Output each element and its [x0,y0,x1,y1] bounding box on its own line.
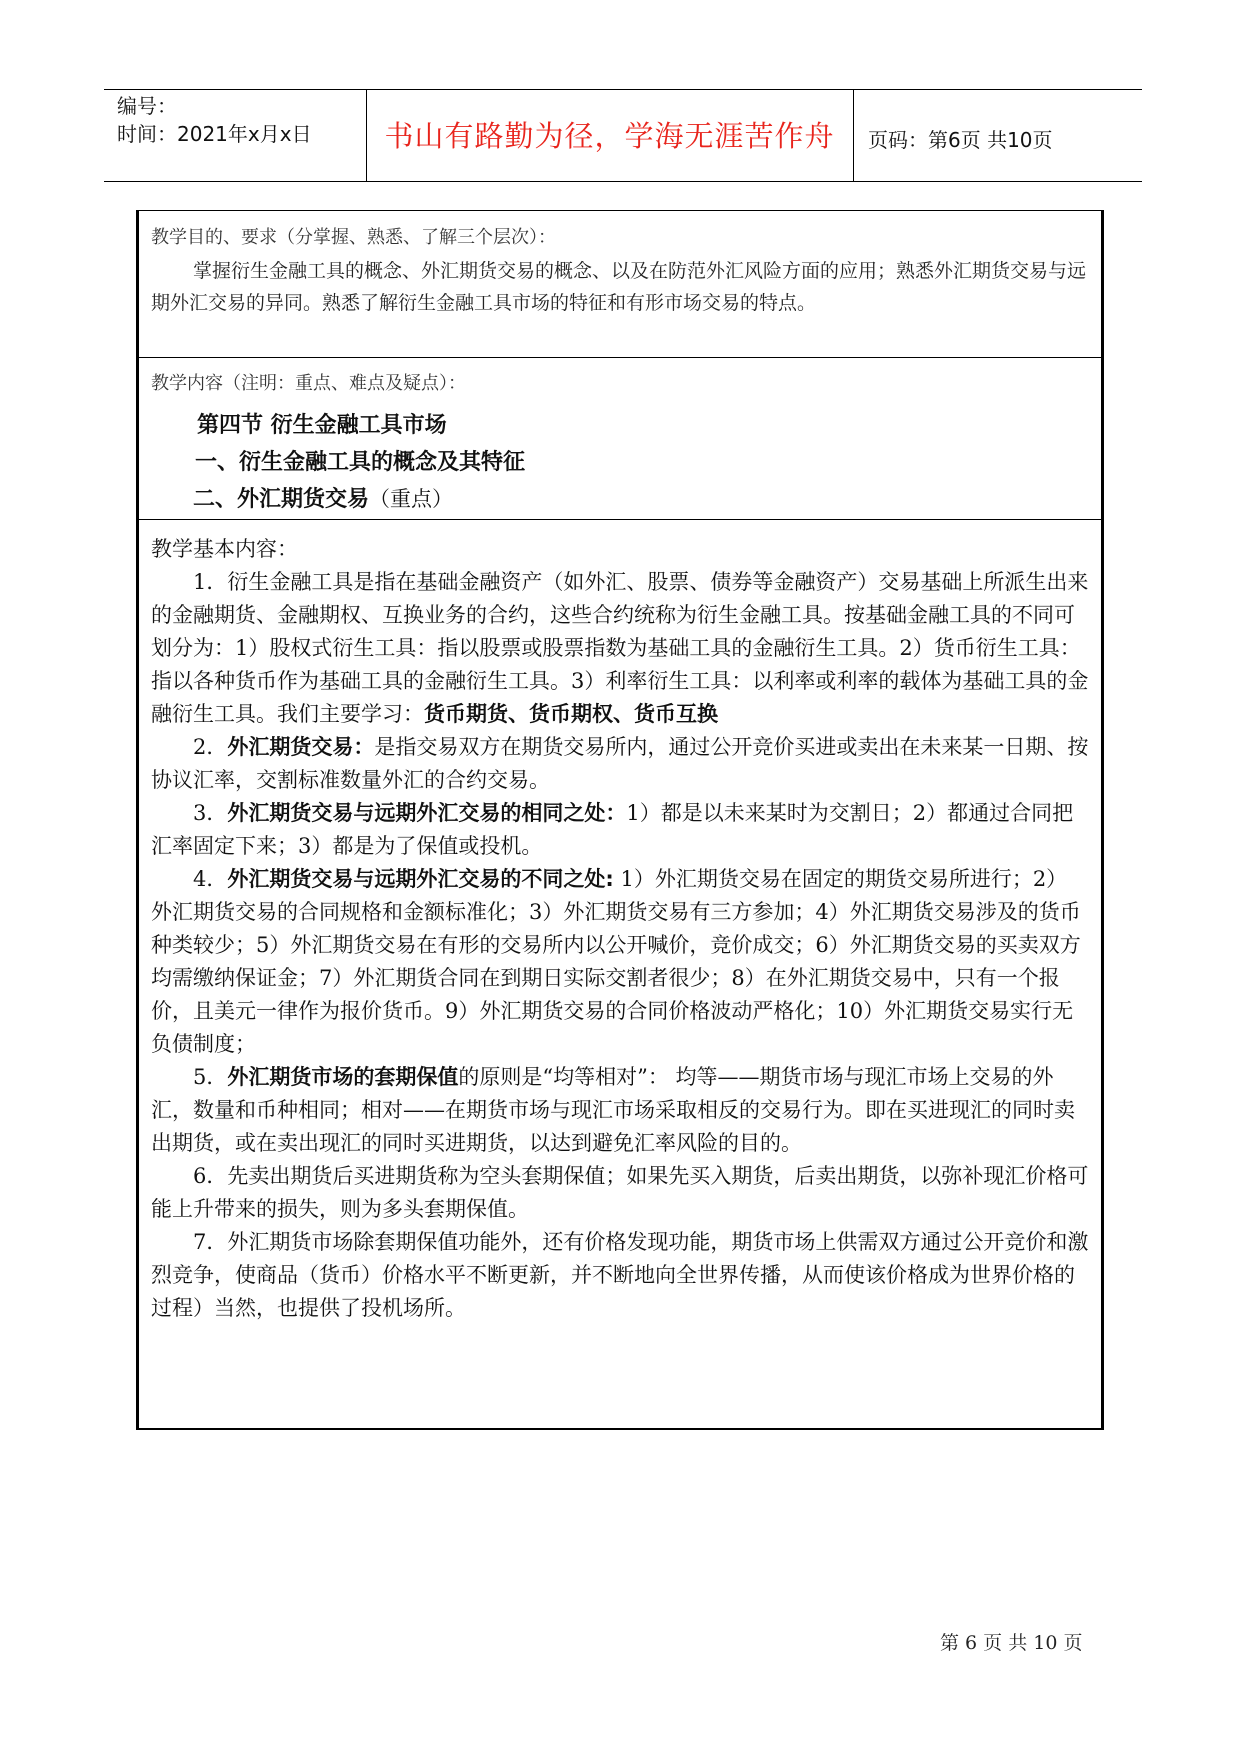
basic-content-label: 教学基本内容： [151,537,298,561]
paragraph-5 [151,1061,1091,1160]
paragraph-4-continuation: 外汇期货交易的合同规格和金额标准化；3）外汇期货交易有三方参加；4）外汇期货交易涉及的货币种类较少；5）外汇期货交易在有形的交易所内以公开喊价，竞价成交；6）外汇期货交易的买卖双方均需缴纳保证金；7）外汇期货合同在到期日实际交割者很少；8）在外汇期货交易中，只有一个报价，且美元一律作为报价货币。9）外汇期货交易的合同价格波动严格化；10）外汇期货交易实行无负债制度； [151,900,1081,1056]
paragraph-3-emphasis: 外汇期货交易与远期外汇交易的相同之处： [227,801,627,825]
paragraph-7: 7．外汇期货市场除套期保值功能外，还有价格发现功能，期货市场上供需双方通过公开竞价和激烈竞争，使商品（货币）价格水平不断更新，并不断地向全世界传播，从而使该价格成为世界价格的过程）当然，也提供了投机场所。 [151,1230,1089,1320]
content-item-2 [151,481,1089,518]
paragraph-4-emphasis: 外汇期货交易与远期外汇交易的不同之处: [227,867,614,891]
paragraph-2-text: 是指交易双方在期货交易所内，通过公开竞价买进或卖出在未来某一日期、按协议汇率，交割标准数量外汇的合约交易。 [151,735,1089,792]
document-time: 时间：2021年x月x日 [117,122,312,146]
paragraph-1-text: 1．衍生金融工具是指在基础金融资产（如外汇、股票、债券等金融资产）交易基础上所派生出来的金融期货、金融期权、互换业务的合约，这些合约统称为衍生金融工具。按基础金融工具的不同可划分为：1）股权式衍生工具：指以股票或股票指数为基础工具的金融衍生工具。2）货币衍生工具：指以各种货币作为基础工具的金融衍生工具。3）利率衍生工具：以利率或利率的载体为基础工具的金融衍生工具。我们主要学习： [151,570,1089,726]
objectives-text: 掌握衍生金融工具的概念、外汇期货交易的概念、以及在防范外汇风险方面的应用；熟悉外汇期货交易与远期外汇交易的异同。熟悉了解衍生金融工具市场的特征和有形市场交易的特点。 [151,260,1087,314]
paragraph-5-text: 的原则是“均等相对”： 均等——期货市场与现汇市场上交易的外汇，数量和币种相同；相对——在期货市场与现汇市场采取相反的交易行为。即在买进现汇的同时卖出期货，或在卖出现汇的同时买进期货，以达到避免汇率风险的目的。 [151,1065,1075,1155]
paragraph-2-emphasis: 外汇期货交易： [227,735,375,759]
header-top-rule [104,89,1142,90]
paragraph-3 [151,797,1091,863]
paragraph-5-emphasis: 外汇期货市场的套期保值 [227,1065,459,1089]
objectives-label: 教学目的、要求（分掌握、熟悉、了解三个层次）： [151,227,556,248]
contents-section [151,369,1089,518]
section-title: 第四节 衍生金融工具市场 [197,413,447,438]
header-motto: 书山有路勤为径，学海无涯苦作舟 [384,119,835,153]
content-item-2-note: （重点） [369,487,454,511]
paragraph-5-number: 5． [193,1065,228,1089]
paragraph-6: 6．先卖出期货后买进期货称为空头套期保值；如果先买入期货，后卖出期货，以弥补现汇价格可能上升带来的损失，则为多头套期保值。 [151,1164,1089,1221]
content-item-1: 一、衍生金融工具的概念及其特征 [195,450,526,475]
paragraph-4 [151,863,1091,896]
paragraph-4-number: 4． [193,867,228,891]
basic-content-section [151,533,1091,1325]
page-footer: 第 6 页 共 10 页 [940,1632,1083,1654]
paragraph-4-text: 1）外汇期货交易在固定的期货交易所进行；2） [613,867,1068,891]
lesson-plan-table [136,210,1104,1430]
header-page-info: 页码：第6页 共10页 [868,128,1053,152]
header-bottom-rule [104,181,1142,182]
paragraph-3-number: 3． [193,801,228,825]
paragraph-3-text: 1）都是以未来某时为交割日；2）都通过合同把汇率固定下来；3）都是为了保值或投机。 [151,801,1074,858]
section-divider [139,519,1101,520]
section-divider [139,357,1101,358]
content-item-2-title: 二、外汇期货交易 [193,487,370,512]
paragraph-2 [151,731,1091,797]
header-divider-right [853,89,854,182]
paragraph-1 [151,566,1091,731]
contents-label: 教学内容（注明：重点、难点及疑点）： [151,373,466,394]
paragraph-2-number: 2． [193,735,228,759]
objectives-section [151,223,1089,319]
document-number-label: 编号： [117,94,177,118]
paragraph-1-emphasis: 货币期货、货币期权、货币互换 [424,702,718,726]
header-meta [117,92,312,148]
